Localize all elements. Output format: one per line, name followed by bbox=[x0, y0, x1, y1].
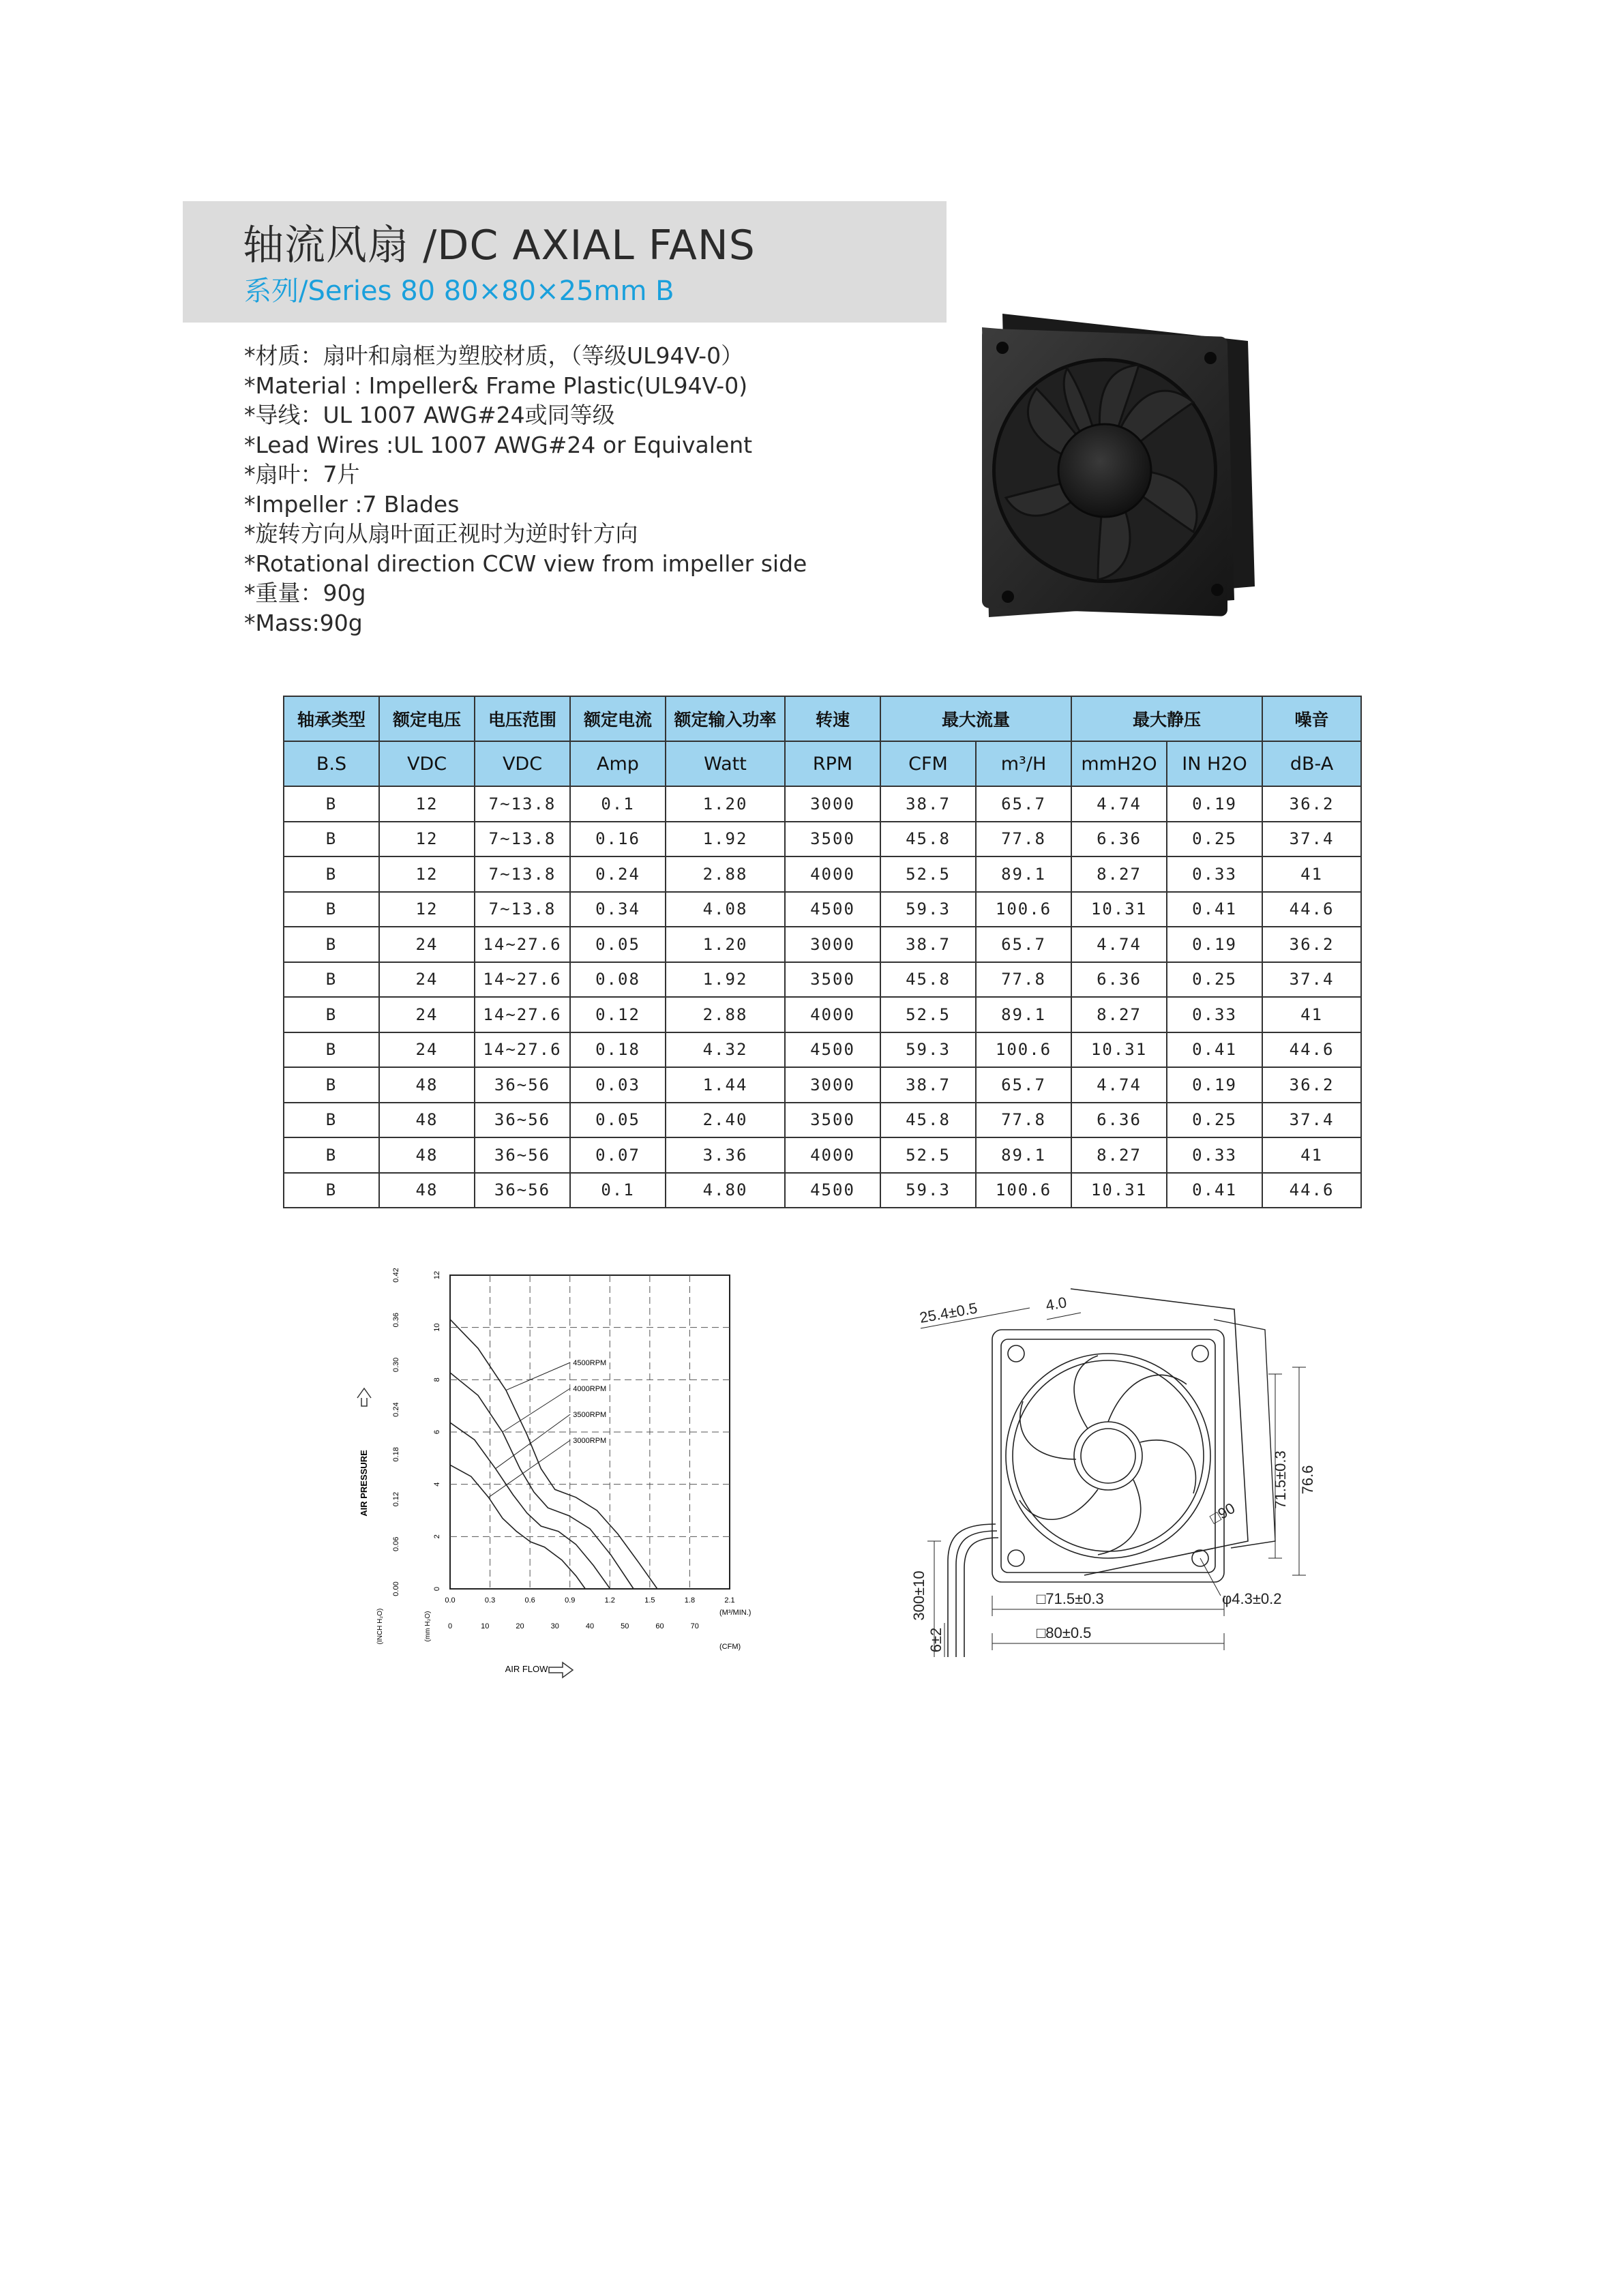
table-cell: 37.4 bbox=[1262, 1103, 1361, 1138]
table-cell: 59.3 bbox=[880, 1032, 976, 1068]
x-tick-label-cfm: 0 bbox=[447, 1622, 453, 1630]
spec-line: *Rotational direction CCW view from impeller side bbox=[244, 550, 807, 577]
header-speed: 转速 bbox=[785, 696, 880, 741]
table-cell: 24 bbox=[379, 927, 475, 962]
table-cell: 24 bbox=[379, 962, 475, 998]
dim-label: φ4.3±0.2 bbox=[1222, 1590, 1282, 1607]
table-cell: 0.19 bbox=[1167, 786, 1262, 822]
table-cell: B bbox=[284, 892, 379, 927]
table-cell: 37.4 bbox=[1262, 962, 1361, 998]
spec-line: *扇叶：7片 bbox=[244, 461, 360, 488]
table-cell: 1.92 bbox=[666, 962, 785, 998]
dim-label: 300±10 bbox=[910, 1570, 927, 1621]
table-cell: 4.74 bbox=[1071, 1067, 1167, 1103]
table-cell: 1.20 bbox=[666, 786, 785, 822]
table-cell: 77.8 bbox=[976, 822, 1071, 857]
table-cell: 44.6 bbox=[1262, 892, 1361, 927]
x-unit-m3min: (M³/MIN.) bbox=[719, 1609, 751, 1617]
table-cell: B bbox=[284, 1137, 379, 1173]
table-cell: 0.19 bbox=[1167, 1067, 1262, 1103]
table-cell: 0.07 bbox=[570, 1137, 666, 1173]
table-cell: 89.1 bbox=[976, 997, 1071, 1032]
table-cell: 10.31 bbox=[1071, 1173, 1167, 1208]
spec-line: *Lead Wires :UL 1007 AWG#24 or Equivalent bbox=[244, 431, 753, 458]
y-tick-label-inch: 0.06 bbox=[392, 1536, 400, 1551]
table-cell: 8.27 bbox=[1071, 1137, 1167, 1173]
spec-line: *材质：扇叶和扇框为塑胶材质，（等级UL94V-0） bbox=[244, 342, 744, 369]
spec-table bbox=[283, 696, 1362, 1208]
table-cell: B bbox=[284, 927, 379, 962]
table-cell: 48 bbox=[379, 1137, 475, 1173]
table-cell: 65.7 bbox=[976, 927, 1071, 962]
table-cell: 0.05 bbox=[570, 1103, 666, 1138]
table-cell: 59.3 bbox=[880, 892, 976, 927]
x-tick-label-cfm: 20 bbox=[516, 1622, 524, 1630]
series-leader bbox=[503, 1388, 570, 1432]
table-cell: 6.36 bbox=[1071, 822, 1167, 857]
table-row bbox=[284, 786, 1361, 822]
table-cell: 2.88 bbox=[666, 997, 785, 1032]
header-rated-current: 额定电流 bbox=[570, 696, 666, 741]
table-cell: 41 bbox=[1262, 997, 1361, 1032]
table-cell: 44.6 bbox=[1262, 1032, 1361, 1068]
plot-frame bbox=[450, 1275, 730, 1589]
table-cell: 65.7 bbox=[976, 786, 1071, 822]
table-cell: 12 bbox=[379, 822, 475, 857]
table-cell: B bbox=[284, 786, 379, 822]
header-max-static-pressure: 最大静压 bbox=[1071, 696, 1262, 741]
table-cell: 36~56 bbox=[475, 1173, 570, 1208]
spec-line: *重量：90g bbox=[244, 580, 366, 606]
dim-label: □71.5±0.3 bbox=[1037, 1590, 1104, 1607]
table-cell: 38.7 bbox=[880, 927, 976, 962]
table-row bbox=[284, 997, 1361, 1032]
series-label: 3000RPM bbox=[573, 1437, 607, 1445]
table-cell: 8.27 bbox=[1071, 997, 1167, 1032]
table-cell: 0.34 bbox=[570, 892, 666, 927]
table-cell: 4.80 bbox=[666, 1173, 785, 1208]
table-cell: B bbox=[284, 822, 379, 857]
series-leader bbox=[488, 1440, 570, 1497]
y-tick-label-inch: 0.30 bbox=[392, 1357, 400, 1373]
table-cell: 2.88 bbox=[666, 856, 785, 892]
header-max-airflow: 最大流量 bbox=[880, 696, 1071, 741]
series-subtitle: 系列/Series 80 80×80×25mm B bbox=[244, 275, 674, 307]
table-cell: 10.31 bbox=[1071, 1032, 1167, 1068]
table-cell: 0.25 bbox=[1167, 1103, 1262, 1138]
table-cell: 24 bbox=[379, 1032, 475, 1068]
table-cell: 89.1 bbox=[976, 1137, 1071, 1173]
x-tick-label-m3min: 0.3 bbox=[484, 1596, 496, 1605]
table-cell: 24 bbox=[379, 997, 475, 1032]
dim-label: □80±0.5 bbox=[1037, 1624, 1092, 1641]
table-cell: 89.1 bbox=[976, 856, 1071, 892]
series-line-4000rpm bbox=[450, 1373, 634, 1589]
header-noise: 噪音 bbox=[1262, 696, 1361, 741]
y-tick-label-mmh2o: 8 bbox=[433, 1377, 441, 1382]
header-voltage-range: 电压范围 bbox=[475, 696, 570, 741]
spec-line: *旋转方向从扇叶面正视时为逆时针方向 bbox=[244, 520, 638, 547]
x-tick-label-m3min: 0.9 bbox=[565, 1596, 576, 1605]
table-cell: 0.18 bbox=[570, 1032, 666, 1068]
unit-header: CFM bbox=[880, 741, 976, 786]
table-row bbox=[284, 1032, 1361, 1068]
dimension-drawing bbox=[893, 1255, 1330, 1671]
table-cell: 0.33 bbox=[1167, 1137, 1262, 1173]
y-tick-label-mmh2o: 2 bbox=[433, 1534, 441, 1539]
table-cell: 41 bbox=[1262, 1137, 1361, 1173]
series-leader bbox=[506, 1362, 570, 1390]
unit-header: VDC bbox=[379, 741, 475, 786]
table-cell: 100.6 bbox=[976, 1173, 1071, 1208]
table-cell: 2.40 bbox=[666, 1103, 785, 1138]
spec-line: *导线：UL 1007 AWG#24或同等级 bbox=[244, 402, 615, 428]
y-tick-label-mmh2o: 12 bbox=[433, 1270, 441, 1280]
table-cell: 0.33 bbox=[1167, 856, 1262, 892]
table-cell: B bbox=[284, 962, 379, 998]
table-cell: 3000 bbox=[785, 786, 880, 822]
table-cell: 14~27.6 bbox=[475, 1032, 570, 1068]
table-cell: 100.6 bbox=[976, 892, 1071, 927]
table-cell: 4.74 bbox=[1071, 927, 1167, 962]
unit-header: VDC bbox=[475, 741, 570, 786]
spec-list bbox=[244, 341, 807, 638]
unit-header: IN H2O bbox=[1167, 741, 1262, 786]
y-tick-label-inch: 0.24 bbox=[392, 1402, 400, 1417]
table-cell: 77.8 bbox=[976, 962, 1071, 998]
table-cell: 0.41 bbox=[1167, 1032, 1262, 1068]
table-cell: 38.7 bbox=[880, 1067, 976, 1103]
unit-header: Watt bbox=[666, 741, 785, 786]
table-cell: 4500 bbox=[785, 892, 880, 927]
table-cell: 45.8 bbox=[880, 962, 976, 998]
table-cell: 0.12 bbox=[570, 997, 666, 1032]
series-label: 3500RPM bbox=[573, 1411, 607, 1419]
y-tick-label-inch: 0.18 bbox=[392, 1447, 400, 1462]
table-cell: B bbox=[284, 1032, 379, 1068]
y-tick-label-inch: 0.42 bbox=[392, 1268, 400, 1283]
table-cell: 36~56 bbox=[475, 1137, 570, 1173]
table-row bbox=[284, 822, 1361, 857]
y-tick-label-mmh2o: 4 bbox=[433, 1482, 441, 1487]
table-cell: 0.25 bbox=[1167, 822, 1262, 857]
table-cell: 3500 bbox=[785, 822, 880, 857]
table-cell: 0.33 bbox=[1167, 997, 1262, 1032]
table-cell: 0.08 bbox=[570, 962, 666, 998]
table-cell: 52.5 bbox=[880, 1137, 976, 1173]
table-cell: 14~27.6 bbox=[475, 962, 570, 998]
series-label: 4000RPM bbox=[573, 1385, 607, 1393]
table-cell: 3.36 bbox=[666, 1137, 785, 1173]
table-row bbox=[284, 1103, 1361, 1138]
unit-header: RPM bbox=[785, 741, 880, 786]
x-tick-label-m3min: 1.8 bbox=[684, 1596, 696, 1605]
dim-label: 71.5±0.3 bbox=[1272, 1450, 1289, 1509]
table-cell: 0.41 bbox=[1167, 1173, 1262, 1208]
x-tick-label-m3min: 1.2 bbox=[604, 1596, 615, 1605]
table-cell: 36~56 bbox=[475, 1067, 570, 1103]
x-tick-label-cfm: 60 bbox=[655, 1622, 664, 1630]
spec-line: *Impeller :7 Blades bbox=[244, 490, 460, 518]
unit-header: mmH2O bbox=[1071, 741, 1167, 786]
x-tick-label-m3min: 0.0 bbox=[445, 1596, 456, 1605]
x-tick-label-cfm: 40 bbox=[585, 1622, 595, 1630]
dim-label: □90 bbox=[1207, 1499, 1238, 1527]
unit-header: Amp bbox=[570, 741, 666, 786]
table-cell: 37.4 bbox=[1262, 822, 1361, 857]
dim-label: 4.0 bbox=[1044, 1293, 1068, 1314]
table-cell: 1.20 bbox=[666, 927, 785, 962]
y-unit-mmh2o: (mm H₂O) bbox=[424, 1611, 432, 1642]
y-tick-label-inch: 0.12 bbox=[392, 1491, 400, 1507]
unit-header: m³/H bbox=[976, 741, 1071, 786]
table-row bbox=[284, 1137, 1361, 1173]
table-cell: B bbox=[284, 1067, 379, 1103]
table-row bbox=[284, 892, 1361, 927]
table-cell: 1.92 bbox=[666, 822, 785, 857]
table-row bbox=[284, 962, 1361, 998]
table-cell: 52.5 bbox=[880, 997, 976, 1032]
table-cell: 45.8 bbox=[880, 822, 976, 857]
table-row bbox=[284, 927, 1361, 962]
table-row bbox=[284, 856, 1361, 892]
unit-header: dB-A bbox=[1262, 741, 1361, 786]
dim-label: 76.6 bbox=[1299, 1465, 1316, 1495]
table-cell: 38.7 bbox=[880, 786, 976, 822]
spec-line: *Mass:90g bbox=[244, 609, 363, 636]
table-cell: 4.74 bbox=[1071, 786, 1167, 822]
page-title: 轴流风扇 /DC AXIAL FANS bbox=[243, 222, 756, 269]
table-cell: 59.3 bbox=[880, 1173, 976, 1208]
table-cell: 48 bbox=[379, 1067, 475, 1103]
table-cell: 3500 bbox=[785, 962, 880, 998]
x-tick-label-cfm: 30 bbox=[550, 1622, 559, 1630]
table-cell: 36.2 bbox=[1262, 927, 1361, 962]
table-cell: 0.25 bbox=[1167, 962, 1262, 998]
series-label: 4500RPM bbox=[573, 1359, 607, 1367]
y-tick-label-inch: 0.36 bbox=[392, 1313, 400, 1328]
up-arrow-icon bbox=[357, 1388, 371, 1406]
chart-series bbox=[450, 1320, 657, 1589]
y-tick-label-mmh2o: 10 bbox=[433, 1323, 441, 1332]
table-cell: B bbox=[284, 997, 379, 1032]
header-rated-voltage: 额定电压 bbox=[379, 696, 475, 741]
table-cell: 0.05 bbox=[570, 927, 666, 962]
fan-photo bbox=[955, 300, 1265, 621]
table-cell: 48 bbox=[379, 1173, 475, 1208]
unit-header: B.S bbox=[284, 741, 379, 786]
x-tick-label-m3min: 0.6 bbox=[524, 1596, 535, 1605]
table-cell: 10.31 bbox=[1071, 892, 1167, 927]
x-unit-cfm: (CFM) bbox=[719, 1643, 741, 1651]
table-cell: B bbox=[284, 1173, 379, 1208]
table-cell: 36.2 bbox=[1262, 1067, 1361, 1103]
x-tick-label-cfm: 70 bbox=[690, 1622, 699, 1630]
table-cell: 12 bbox=[379, 892, 475, 927]
table-cell: 36.2 bbox=[1262, 786, 1361, 822]
table-cell: 44.6 bbox=[1262, 1173, 1361, 1208]
table-cell: 14~27.6 bbox=[475, 927, 570, 962]
table-body bbox=[284, 786, 1361, 1208]
table-cell: 4500 bbox=[785, 1032, 880, 1068]
dim-label: 25.4±0.5 bbox=[918, 1299, 979, 1326]
table-cell: 0.03 bbox=[570, 1067, 666, 1103]
pq-chart bbox=[348, 1255, 771, 1691]
table-cell: 7~13.8 bbox=[475, 786, 570, 822]
dim-label: 6±2 bbox=[927, 1627, 944, 1653]
y-tick-label-mmh2o: 0 bbox=[433, 1586, 441, 1592]
table-cell: 3000 bbox=[785, 1067, 880, 1103]
table-cell: 6.36 bbox=[1071, 962, 1167, 998]
y-axis-title: AIR PRESSURE bbox=[359, 1450, 369, 1517]
table-cell: 52.5 bbox=[880, 856, 976, 892]
table-cell: 65.7 bbox=[976, 1067, 1071, 1103]
table-cell: 4000 bbox=[785, 1137, 880, 1173]
table-cell: 7~13.8 bbox=[475, 822, 570, 857]
chart-labels bbox=[392, 1268, 735, 1630]
table-cell: 12 bbox=[379, 786, 475, 822]
y-unit-inch: (INCH H₂O) bbox=[376, 1608, 384, 1645]
x-tick-label-cfm: 10 bbox=[481, 1622, 490, 1630]
table-cell: 41 bbox=[1262, 856, 1361, 892]
table-cell: 3000 bbox=[785, 927, 880, 962]
table-cell: 0.19 bbox=[1167, 927, 1262, 962]
table-cell: 6.36 bbox=[1071, 1103, 1167, 1138]
table-cell: 14~27.6 bbox=[475, 997, 570, 1032]
table-cell: 8.27 bbox=[1071, 856, 1167, 892]
x-tick-label-cfm: 50 bbox=[621, 1622, 629, 1630]
table-cell: 4.08 bbox=[666, 892, 785, 927]
series-line-4500rpm bbox=[450, 1320, 657, 1589]
x-tick-label-m3min: 1.5 bbox=[644, 1596, 655, 1605]
table-cell: 100.6 bbox=[976, 1032, 1071, 1068]
table-cell: 77.8 bbox=[976, 1103, 1071, 1138]
table-cell: 45.8 bbox=[880, 1103, 976, 1138]
header-bearing-type: 轴承类型 bbox=[284, 696, 379, 741]
table-row bbox=[284, 1173, 1361, 1208]
table-cell: 0.24 bbox=[570, 856, 666, 892]
x-tick-label-m3min: 2.1 bbox=[724, 1596, 735, 1605]
table-cell: 4500 bbox=[785, 1173, 880, 1208]
x-axis-title: AIR FLOW bbox=[505, 1664, 548, 1674]
table-cell: 0.1 bbox=[570, 1173, 666, 1208]
table-cell: 4.32 bbox=[666, 1032, 785, 1068]
header-rated-power: 额定输入功率 bbox=[666, 696, 785, 741]
table-cell: B bbox=[284, 1103, 379, 1138]
y-tick-label-mmh2o: 6 bbox=[433, 1429, 441, 1435]
chart-grid bbox=[450, 1275, 730, 1589]
table-cell: 7~13.8 bbox=[475, 892, 570, 927]
table-cell: 0.41 bbox=[1167, 892, 1262, 927]
spec-line: *Material : Impeller& Frame Plastic(UL94V-0) bbox=[244, 372, 748, 399]
table-cell: 4000 bbox=[785, 997, 880, 1032]
table-cell: 48 bbox=[379, 1103, 475, 1138]
table-cell: 4000 bbox=[785, 856, 880, 892]
table-cell: 12 bbox=[379, 856, 475, 892]
table-cell: B bbox=[284, 856, 379, 892]
table-row bbox=[284, 1067, 1361, 1103]
table-cell: 1.44 bbox=[666, 1067, 785, 1103]
table-cell: 36~56 bbox=[475, 1103, 570, 1138]
table-cell: 3500 bbox=[785, 1103, 880, 1138]
table-cell: 0.16 bbox=[570, 822, 666, 857]
series-line-3000rpm bbox=[450, 1465, 585, 1589]
right-arrow-icon bbox=[549, 1663, 573, 1678]
table-cell: 7~13.8 bbox=[475, 856, 570, 892]
y-tick-label-inch: 0.00 bbox=[392, 1581, 400, 1596]
table-cell: 0.1 bbox=[570, 786, 666, 822]
